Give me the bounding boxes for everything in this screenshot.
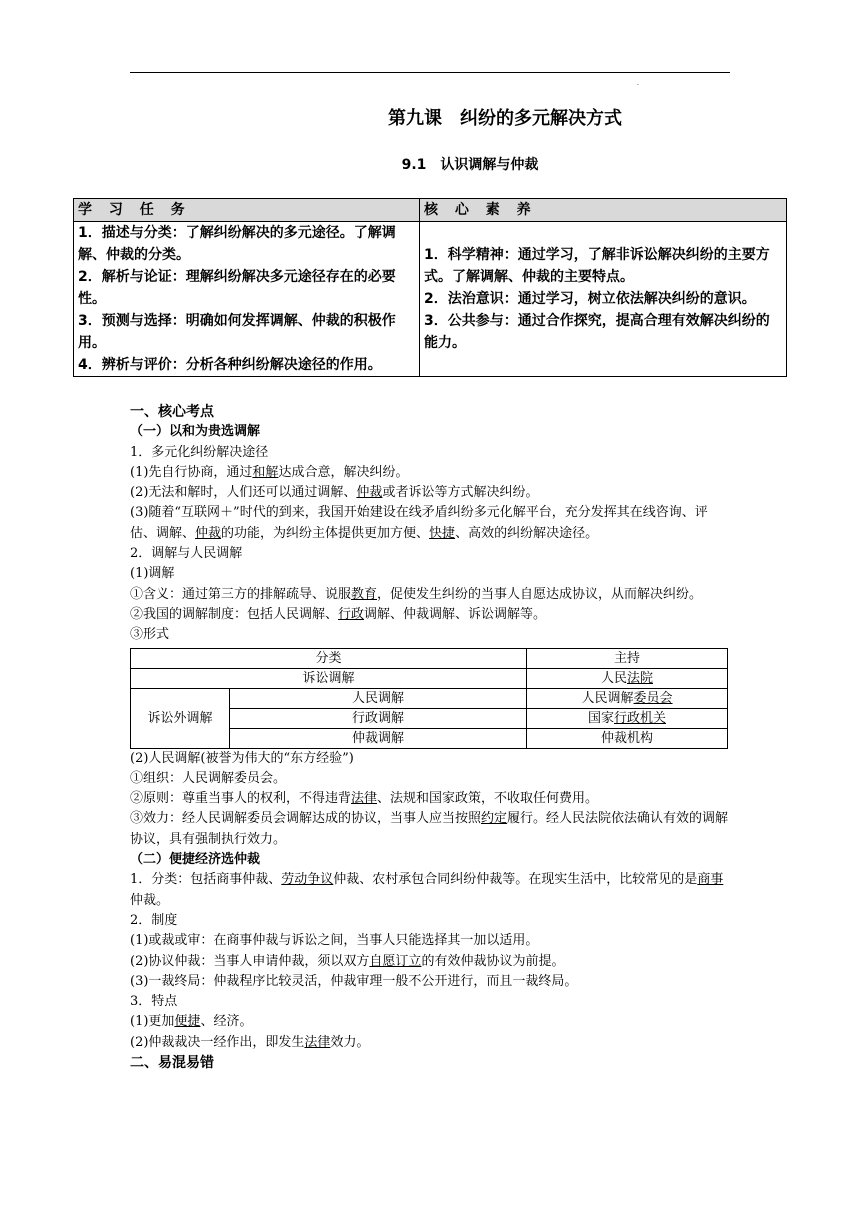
- main-content: [130, 402, 730, 1073]
- paragraph: 1．分类：包括商事仲裁、劳动争议仲裁、农村承包合同纠纷仲裁等。在现实生活中，比较常见的是商事仲裁。: [130, 872, 724, 908]
- paragraph: (3)一裁终局：仲裁程序比较灵活，仲裁审理一般不公开进行，而且一裁终局。: [130, 973, 578, 989]
- lesson-title: 第九课 纠纷的多元解决方式: [388, 108, 622, 129]
- answer-blank: 行政: [338, 606, 365, 622]
- answer-blank: 劳动争议: [281, 872, 334, 888]
- paragraph: (1)先自行协商，通过和解达成合意，解决纠纷。: [130, 464, 409, 480]
- literacy-item: 1．科学精神：通过学习，了解非诉讼解决纠纷的主要方式。了解调解、仲裁的主要特点。: [424, 247, 770, 285]
- paragraph: (2)仲裁裁决一经作出，即发生法律效力。: [130, 1034, 370, 1050]
- task-item: 4．辨析与评价：分析各种纠纷解决途径的作用。: [78, 357, 382, 373]
- paragraph: ②原则：尊重当事人的权利，不得违背法律、法规和国家政策，不收取任何费用。: [130, 791, 599, 807]
- section-title: 9.1 认识调解与仲裁: [401, 157, 539, 173]
- paragraph: (1)更加便捷、经济。: [130, 1014, 253, 1030]
- subheading-mediation: （一）以和为贵选调解: [130, 424, 261, 440]
- answer-blank: 快捷: [429, 525, 456, 541]
- mediation-forms-table: [130, 648, 728, 749]
- task-item: 1．描述与分类：了解纠纷解决的多元途径。了解调解、仲裁的分类。: [78, 225, 396, 263]
- paragraph: ①含义：通过第三方的排解疏导、说服教育，促使发生纠纷的当事人自愿达成协议，从而解决纠纷。: [130, 586, 703, 602]
- answer-blank: 仲裁: [356, 485, 383, 501]
- paragraph: (2)协议仲裁：当事人申请仲裁，须以双方自愿订立的有效仲裁协议为前提。: [130, 953, 565, 969]
- paragraph: (1)调解: [130, 566, 175, 582]
- literacy-item: 2．法治意识：通过学习，树立依法解决纠纷的意识。: [424, 291, 756, 307]
- answer-blank: 委员会: [633, 690, 673, 706]
- literacy-item: 3．公共参与：通过合作探究，提高合理有效解决纠纷的能力。: [424, 313, 770, 351]
- answer-blank: 约定: [481, 811, 508, 827]
- paragraph: ③形式: [130, 627, 170, 643]
- answer-blank: 商事: [697, 872, 724, 888]
- tasks-header: 学 习 任 务: [74, 199, 420, 222]
- table-row: 仲裁调解 仲裁机构: [131, 728, 728, 748]
- tasks-cell: [74, 222, 420, 377]
- answer-blank: 法律: [351, 791, 378, 807]
- answer-blank: 仲裁: [195, 525, 222, 541]
- answer-blank: 便捷: [174, 1014, 201, 1030]
- header-dot: ·: [637, 82, 639, 89]
- literacy-header: 核 心 素 养: [420, 199, 787, 222]
- paragraph: 2．制度: [130, 912, 178, 928]
- heading-common-mistakes: 二、易混易错: [130, 1055, 214, 1072]
- paragraph: 1．多元化纠纷解决途径: [130, 444, 269, 460]
- goals-table: [73, 198, 787, 377]
- answer-blank: 行政机关: [614, 710, 667, 726]
- subheading-arbitration: （二）便捷经济选仲裁: [130, 852, 261, 868]
- task-item: 2．解析与论证：理解纠纷解决多元途径存在的必要性。: [78, 269, 396, 307]
- paragraph: (3)随着“互联网＋”时代的到来，我国开始建设在线矛盾纠纷多元化解平台，充分发挥其在线咨询、评估、调解、仲裁的功能，为纠纷主体提供更加方便、快捷、高效的纠纷解决途径。: [130, 505, 708, 541]
- task-item: 3．预测与选择：明确如何发挥调解、仲裁的积极作用。: [78, 313, 396, 351]
- paragraph: 3．特点: [130, 994, 178, 1010]
- answer-blank: 自愿订立: [369, 953, 422, 969]
- paragraph: ②我国的调解制度：包括人民调解、行政调解、仲裁调解、诉讼调解等。: [130, 606, 547, 622]
- answer-blank: 教育: [351, 586, 378, 602]
- paragraph: (2)无法和解时，人们还可以通过调解、仲裁或者诉讼等方式解决纠纷。: [130, 485, 539, 501]
- answer-blank: 和解: [252, 464, 279, 480]
- table-row: 行政调解 国家行政机关: [131, 708, 728, 728]
- paragraph: (1)或裁或审：在商事仲裁与诉讼之间，当事人只能选择其一加以适用。: [130, 933, 539, 949]
- answer-blank: 法院: [627, 670, 654, 686]
- header-rule: [130, 72, 730, 73]
- paragraph: (2)人民调解(被誉为伟大的“东方经验”): [130, 750, 354, 766]
- heading-core-points: 一、核心考点: [130, 404, 214, 420]
- paragraph: 2．调解与人民调解: [130, 546, 243, 562]
- paragraph: ①组织：人民调解委员会。: [130, 770, 287, 786]
- table-row: 诉讼外调解 人民调解 人民调解委员会: [131, 688, 728, 708]
- table-row: 诉讼调解 人民法院: [131, 668, 728, 688]
- paragraph: ③效力：经人民调解委员会调解达成的协议，当事人应当按照约定履行。经人民法院依法确认有效的调解协议，具有强制执行效力。: [130, 811, 729, 847]
- table-row: 分类 主持: [131, 648, 728, 668]
- answer-blank: 法律: [304, 1034, 331, 1050]
- literacy-cell: [420, 222, 787, 377]
